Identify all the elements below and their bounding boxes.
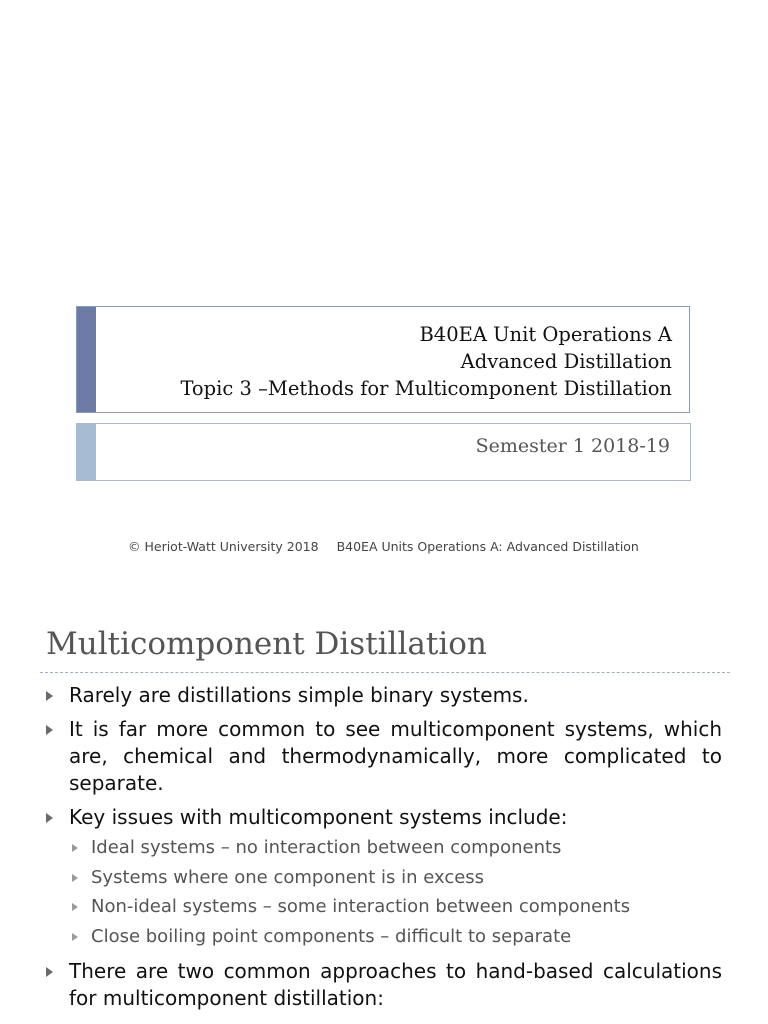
content-slide bbox=[0, 600, 768, 1024]
sub-bullet-item bbox=[69, 892, 722, 922]
slide-title: Multicomponent Distillation bbox=[46, 626, 487, 662]
bullet-text: It is far more common to see multicomponent systems, which are, chemical and thermodynamically, more complicated to separate. bbox=[69, 717, 722, 795]
title-block bbox=[180, 321, 672, 402]
bullet-triangle-icon bbox=[46, 967, 53, 977]
sub-bullet-text: Non-ideal systems – some interaction between components bbox=[91, 896, 631, 917]
sub-bullet-triangle-icon bbox=[72, 844, 78, 852]
course-subtitle: Advanced Distillation bbox=[460, 350, 672, 373]
bullet-text: There are two common approaches to hand-based calculations for multicomponent distillation: bbox=[69, 959, 722, 1010]
bullet-triangle-icon bbox=[46, 725, 53, 735]
bullet-text: Rarely are distillations simple binary systems. bbox=[69, 683, 529, 707]
footer-copyright: © Heriot-Watt University 2018 bbox=[128, 539, 319, 554]
course-title: B40EA Unit Operations A bbox=[419, 323, 672, 346]
sub-bullet-list bbox=[69, 833, 722, 951]
bullet-item bbox=[46, 958, 722, 1012]
sub-bullet-triangle-icon bbox=[72, 874, 78, 882]
semester-accent-bar bbox=[77, 424, 96, 480]
bullet-triangle-icon bbox=[46, 813, 53, 823]
sub-bullet-item bbox=[69, 863, 722, 893]
semester-box bbox=[76, 423, 691, 481]
slide-footer bbox=[128, 539, 639, 554]
sub-bullet-text: Close boiling point components – difficult to separate bbox=[91, 925, 572, 947]
bullet-triangle-icon bbox=[46, 691, 53, 701]
sub-bullet-triangle-icon bbox=[72, 903, 78, 911]
semester-label: Semester 1 2018-19 bbox=[475, 435, 670, 457]
sub-bullet-triangle-icon bbox=[72, 933, 78, 941]
bullet-text: Key issues with multicomponent systems include: bbox=[69, 805, 568, 829]
bullet-list bbox=[46, 682, 722, 1019]
sub-bullet-text: Ideal systems – no interaction between components bbox=[91, 837, 562, 858]
bullet-item bbox=[46, 682, 722, 709]
footer-course: B40EA Units Operations A: Advanced Distillation bbox=[336, 539, 639, 554]
title-box bbox=[76, 306, 690, 413]
title-accent-bar bbox=[77, 307, 96, 412]
title-divider bbox=[40, 672, 730, 673]
sub-bullet-item bbox=[69, 922, 722, 952]
sub-bullet-text: Systems where one component is in excess bbox=[91, 866, 485, 888]
topic-title: Topic 3 –Methods for Multicomponent Distillation bbox=[180, 377, 672, 400]
sub-bullet-item bbox=[69, 833, 722, 863]
bullet-item bbox=[46, 716, 722, 797]
bullet-item bbox=[46, 804, 722, 951]
